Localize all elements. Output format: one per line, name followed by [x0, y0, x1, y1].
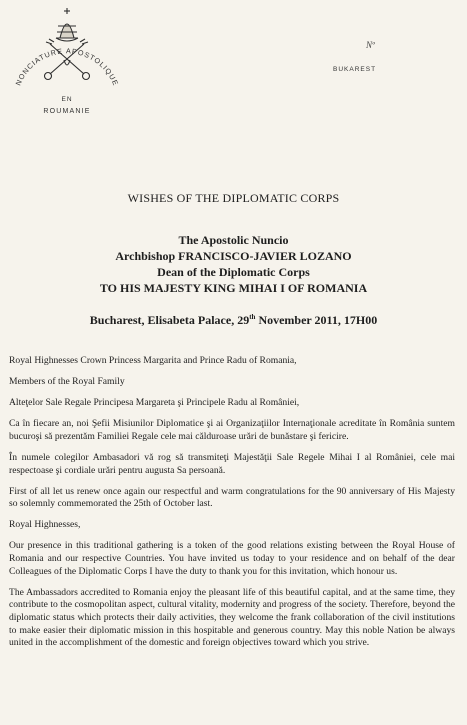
- body-paragraph: Our presence in this traditional gathering is a token of the good relations existing between the Royal House of Romania and our respective Countries. You have invited us today to your residence and on behalf of the dear Colleagues of the Diplomatic Corps I have the duty to thank you for this invitation, which honour us.: [9, 540, 455, 577]
- body-paragraph: În numele colegilor Ambasadori vă rog să transmiteţi Majestăţii Sale Regele Mihai I al României, cele mai respectoase şi cordiale urări pentru augusta Sa persoană.: [9, 451, 455, 476]
- seal-country-label: ROUMANIE: [43, 108, 91, 115]
- seal-arc-text: NONCIATURE APOSTOLIQUE: [13, 46, 121, 88]
- document-title: WISHES OF THE DIPLOMATIC CORPS: [127, 191, 340, 205]
- reference-number-label: Nº: [366, 40, 375, 50]
- speaker-header: [0, 232, 467, 296]
- salutation-paragraph: Royal Highnesses,: [9, 519, 81, 531]
- seal-en-label: EN: [61, 96, 73, 103]
- place-date-suffix: November 2011, 17H00: [255, 313, 378, 327]
- body-paragraph: Ca în fiecare an, noi Şefii Misiunilor Diplomatice şi ai Organizaţiilor Internaţionale acreditate în România suntem bucuroşi să prezentăm Familiei Regale cele mai călduroase urări de bunăstare şi fericire.: [9, 418, 455, 442]
- header-line: The Apostolic Nuncio: [178, 233, 289, 247]
- header-line: Archbishop FRANCISCO-JAVIER LOZANO: [115, 249, 352, 263]
- salutation-paragraph: Royal Highnesses Crown Princess Margarita and Prince Radu of Romania,: [9, 355, 297, 366]
- header-line: TO HIS MAJESTY KING MIHAI I OF ROMANIA: [99, 281, 368, 295]
- svg-text:NONCIATURE APOSTOLIQUE: [13, 46, 120, 87]
- body-paragraph: First of all let us renew once again our respectful and warm congratulations for the 90 anniversary of His Majesty so solemnly commemorated the 25th of October last.: [9, 485, 455, 510]
- place-date-prefix: Bucharest, Elisabeta Palace, 29: [89, 313, 250, 327]
- body-paragraph: The Ambassadors accredited to Romania enjoy the pleasant life of this beautiful capital, and at the same time, they contribute to the cosmopolitan aspect, cultural vitality, modernity and progress of the society. Therefore, beyond the diplomatic status which protects their daily activities, they welcome the frank collaboration of the civil institutions to make easier their diplomatic mission in this hospitable and generous country. May this noble Nation be always united in the accomplishment of the domestic and foreign objectives toward which you strive.: [9, 586, 455, 649]
- papal-tiara-keys-icon: [12, 4, 122, 96]
- nunciature-seal: [12, 4, 122, 122]
- place-date-sup: th: [249, 313, 256, 321]
- speech-body: [9, 355, 455, 658]
- salutation-paragraph: Members of the Royal Family: [9, 376, 125, 388]
- city-label: BUKAREST: [333, 66, 377, 73]
- header-line: Dean of the Diplomatic Corps: [157, 265, 310, 279]
- place-date-line: [0, 313, 467, 328]
- salutation-paragraph: Alteţelor Sale Regale Principesa Margareta şi Principele Radu al României,: [9, 397, 300, 409]
